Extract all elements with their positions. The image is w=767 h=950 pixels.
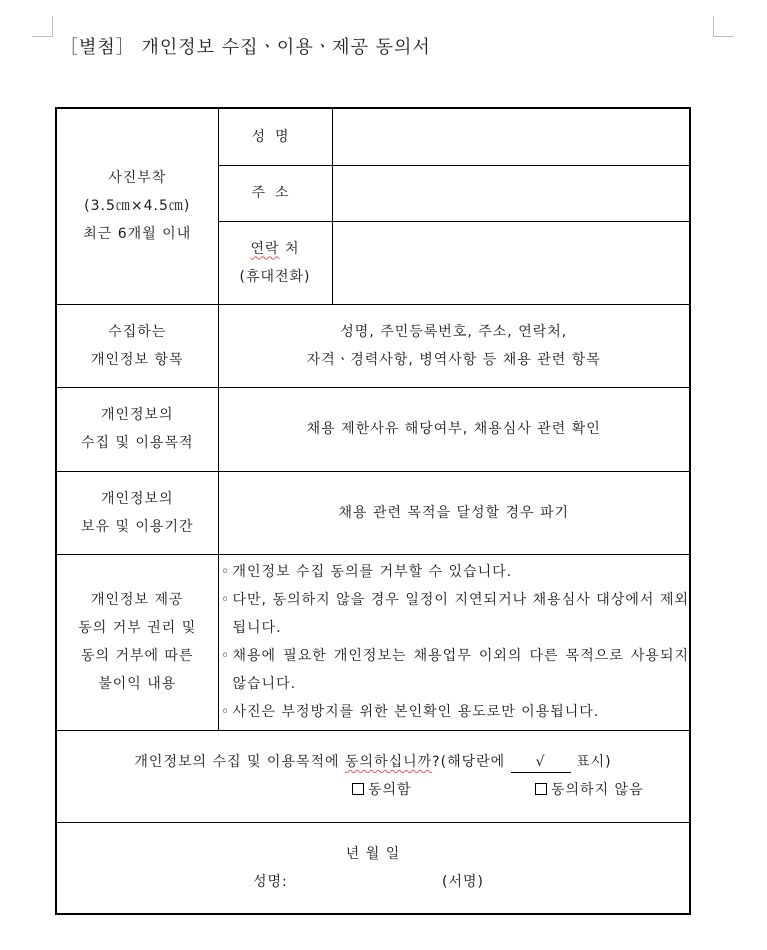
contact-sublabel: (휴대전화) bbox=[239, 268, 311, 285]
retention-value: 채용 관련 목적을 달성할 경우 파기 bbox=[338, 504, 570, 521]
refusal-note bbox=[219, 558, 690, 586]
refusal-note-text: 개인정보 수집 동의를 거부할 수 있습니다. bbox=[232, 564, 513, 580]
purpose-label-1: 개인정보의 bbox=[100, 407, 174, 423]
signature-name-field[interactable] bbox=[317, 868, 437, 890]
collected-items-value-cell bbox=[218, 304, 690, 387]
refusal-note-text: 채용에 필요한 개인정보는 채용업무 이외의 다른 목적으로 사용되지 않습니다. bbox=[232, 648, 689, 692]
agree-option[interactable] bbox=[352, 776, 412, 804]
bullet-icon: ◦ bbox=[220, 592, 231, 608]
collected-items-label-1: 수집하는 bbox=[108, 323, 167, 340]
bullet-icon: ◦ bbox=[220, 648, 231, 664]
refusal-note bbox=[219, 586, 690, 642]
address-label: 주소 bbox=[251, 185, 299, 201]
name-input-cell[interactable] bbox=[332, 108, 690, 165]
refusal-note-text: 다만, 동의하지 않을 경우 일정이 지연되거나 채용심사 대상에서 제외됩니다. bbox=[232, 592, 689, 636]
purpose-label-2: 수집 및 이용목적 bbox=[80, 435, 194, 451]
name-label-cell bbox=[218, 108, 332, 165]
signature-date: 년 월 일 bbox=[345, 845, 401, 862]
check-mark-icon: √ bbox=[511, 752, 571, 773]
bullet-icon: ◦ bbox=[220, 704, 231, 720]
signature-sign-label: (서명) bbox=[442, 873, 484, 890]
consent-question-post: 표시) bbox=[570, 754, 612, 770]
retention-label-cell bbox=[56, 471, 218, 554]
contact-input-cell[interactable] bbox=[332, 221, 690, 304]
consent-question-pre: 개인정보의 수집 및 이용목적에 bbox=[134, 754, 346, 770]
collected-items-value-2: 자격ㆍ경력사항, 병역사항 등 채용 관련 항목 bbox=[306, 351, 601, 368]
contact-label-word: 연락 bbox=[250, 240, 280, 257]
collected-items-value-1: 성명, 주민등록번호, 주소, 연락처, bbox=[340, 323, 568, 340]
consent-options bbox=[57, 776, 689, 804]
disagree-option[interactable] bbox=[535, 776, 644, 804]
consent-question bbox=[57, 748, 689, 776]
address-input-cell[interactable] bbox=[332, 165, 690, 221]
consent-question-mid: ?(해당란에 bbox=[432, 754, 511, 770]
refusal-notes-cell bbox=[218, 554, 690, 730]
purpose-label-cell bbox=[56, 387, 218, 471]
name-label: 성명 bbox=[251, 128, 299, 145]
bullet-icon: ◦ bbox=[220, 564, 231, 580]
signature-name-label: 성명: bbox=[253, 873, 288, 890]
disagree-checkbox[interactable] bbox=[535, 783, 547, 795]
retention-value-cell bbox=[218, 471, 690, 554]
photo-recency: 최근 6개월 이내 bbox=[83, 226, 192, 243]
refusal-label-2: 동의 거부 권리 및 bbox=[78, 620, 197, 636]
refusal-label-4: 불이익 내용 bbox=[98, 676, 177, 692]
retention-label-2: 보유 및 이용기간 bbox=[80, 518, 194, 535]
contact-label bbox=[219, 235, 332, 263]
refusal-label-1: 개인정보 제공 bbox=[90, 592, 184, 608]
refusal-note bbox=[219, 642, 690, 698]
disagree-label: 동의하지 않음 bbox=[551, 782, 644, 798]
signature-cell bbox=[56, 822, 690, 914]
agree-checkbox[interactable] bbox=[352, 783, 364, 795]
address-label-cell bbox=[218, 165, 332, 221]
photo-attachment-cell[interactable] bbox=[56, 108, 218, 304]
photo-caption: 사진부착 bbox=[108, 170, 167, 187]
purpose-value-cell bbox=[218, 387, 690, 471]
agree-label: 동의함 bbox=[368, 782, 412, 798]
collected-items-label-cell bbox=[56, 304, 218, 387]
purpose-value: 채용 제한사유 해당여부, 채용심사 관련 확인 bbox=[306, 421, 601, 437]
refusal-note bbox=[219, 698, 690, 726]
document-title: ［별첨］ 개인정보 수집ㆍ이용ㆍ제공 동의서 bbox=[60, 37, 431, 58]
collected-items-label-2: 개인정보 항목 bbox=[90, 351, 184, 368]
retention-label-1: 개인정보의 bbox=[100, 490, 174, 507]
refusal-note-text: 사진은 부정방지를 위한 본인확인 용도로만 이용됩니다. bbox=[232, 704, 600, 720]
contact-label-cell bbox=[218, 221, 332, 304]
refusal-label-cell bbox=[56, 554, 218, 730]
consent-question-underlined: 동의하십니까 bbox=[345, 754, 433, 770]
contact-label-end: 처 bbox=[284, 240, 300, 257]
consent-cell bbox=[56, 730, 690, 822]
refusal-label-3: 동의 거부에 따른 bbox=[80, 648, 194, 664]
page-corner-mark-right bbox=[713, 16, 734, 37]
consent-form-table bbox=[55, 107, 691, 915]
page-corner-mark-left bbox=[32, 16, 53, 37]
signature-line bbox=[57, 868, 689, 896]
photo-size: (3.5㎝×4.5㎝) bbox=[84, 198, 191, 215]
